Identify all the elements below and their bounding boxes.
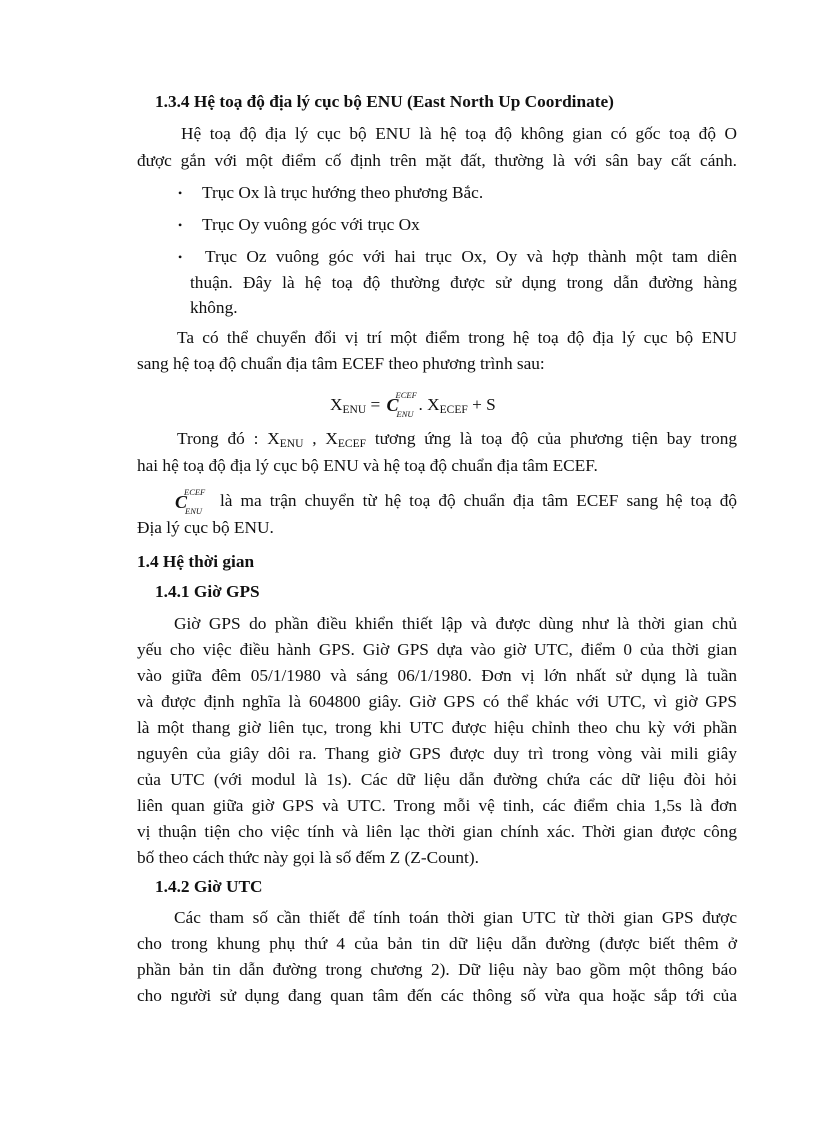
bullet-marker-3: •	[178, 250, 183, 264]
gps-paragraph-line-4: và được định nghĩa là 604800 giây. Giờ GPS có thể khác với UTC, vì giờ GPS	[137, 692, 737, 711]
where-line-1	[177, 428, 737, 452]
bullet-item-oy: Trục Oy vuông góc với trục Ox	[202, 215, 420, 234]
where-rest: tương ứng là toạ độ của phương tiện bay trong	[374, 429, 738, 448]
matrix-symbol	[173, 487, 207, 516]
eq-ecef-subscript: ECEF	[439, 404, 468, 416]
convert-line-2: sang hệ toạ độ chuẩn địa tâm ECEF theo phương trình sau:	[137, 354, 545, 373]
section-heading-1-4: 1.4 Hệ thời gian	[137, 552, 255, 571]
utc-paragraph-line-1: Các tham số cần thiết để tính toán thời gian UTC từ thời gian GPS được	[174, 908, 737, 927]
bullet-marker-2: •	[178, 218, 183, 232]
gps-paragraph-line-7: của UTC (với modul là 1s). Các dữ liệu dẫn đường chứa các dữ liệu đòi hỏi	[137, 770, 737, 789]
bullet-item-oz-line-3: không.	[190, 298, 238, 317]
bullet-item-ox: Trục Ox là trục hướng theo phương Bắc.	[202, 183, 484, 202]
matrix-desc-line-2: Địa lý cục bộ ENU.	[137, 518, 274, 537]
gps-paragraph-line-10: bố theo cách thức này gọi là số đếm Z (Z-Count).	[137, 848, 479, 867]
eq-enu-subscript: ENU	[342, 404, 367, 416]
gps-paragraph-line-8: liên quan giữa giờ GPS và UTC. Trong mỗi vệ tinh, các điểm chia 1,5s là đơn	[137, 796, 737, 815]
where-enu-subscript: ENU	[279, 438, 304, 450]
eq-matrix-c: C	[386, 395, 399, 415]
where-ecef-subscript: ECEF	[337, 438, 367, 450]
eq-matrix-superscript: ECEF	[395, 390, 417, 400]
gps-paragraph-line-6: nguyên của giây dôi ra. Thang giờ GPS được duy trì trong vòng vài mili giây	[137, 744, 737, 763]
bullet-marker-1: •	[178, 186, 183, 200]
enu-equation	[330, 392, 496, 418]
eq-plus-s: + S	[472, 395, 496, 414]
eq-rotation-matrix	[385, 390, 419, 419]
section-heading-1-4-2: 1.4.2 Giờ UTC	[155, 877, 263, 896]
section-heading-1-3-4: 1.3.4 Hệ toạ độ địa lý cục bộ ENU (East North Up Coordinate)	[155, 92, 614, 111]
desc-matrix-subscript: ENU	[185, 506, 202, 516]
gps-paragraph-line-2: yếu cho việc điều hành GPS. Giờ GPS dựa vào giờ UTC, điểm 0 của thời gian	[137, 640, 737, 659]
where-mid: , X	[312, 429, 338, 448]
bullet-item-oz-line-2: thuận. Đây là hệ toạ độ thường được sử dụng trong dẫn đường hàng	[190, 273, 737, 292]
where-line-2: hai hệ toạ độ địa lý cục bộ ENU và hệ toạ độ chuẩn địa tâm ECEF.	[137, 456, 598, 475]
where-prefix: Trong đó : X	[177, 429, 280, 448]
utc-paragraph-line-4: cho người sử dụng đang quan tâm đến các thông số vừa qua hoặc sắp tới của	[137, 986, 737, 1005]
utc-paragraph-line-3: phần bản tin dẫn đường trong chương 2). Dữ liệu này bao gồm một thông báo	[137, 960, 737, 979]
desc-rotation-matrix	[173, 487, 207, 516]
gps-paragraph-line-3: vào giữa đêm 05/1/1980 và sáng 06/1/1980. Đơn vị lớn nhất sử dụng là tuần	[137, 666, 737, 685]
section-heading-1-4-1: 1.4.1 Giờ GPS	[155, 582, 260, 601]
bullet-item-oz-line-1: Trục Oz vuông góc với hai trục Ox, Oy và hợp thành một tam diên	[205, 247, 737, 266]
desc-matrix-superscript: ECEF	[184, 487, 206, 497]
gps-paragraph-line-1: Giờ GPS do phần điều khiển thiết lập và được dùng như là thời gian chủ	[174, 614, 737, 633]
eq-x-enu: X	[330, 395, 343, 414]
enu-intro-line-2: được gắn với một điểm cố định trên mặt đất, thường là với sân bay cất cánh.	[137, 151, 737, 170]
gps-paragraph-line-5: là một thang giờ liên tục, trong khi UTC được hiệu chỉnh theo chu kỳ với phần	[137, 718, 737, 737]
eq-matrix-subscript: ENU	[396, 409, 414, 419]
eq-dot-x: . X	[418, 395, 440, 414]
convert-line-1: Ta có thể chuyển đổi vị trí một điểm trong hệ toạ độ địa lý cục bộ ENU	[177, 328, 737, 347]
gps-paragraph-line-9: vị thuận tiện cho việc tính và liên lạc thời gian chính xác. Thời gian được công	[137, 822, 737, 841]
desc-matrix-c: C	[175, 492, 188, 512]
enu-intro-line-1: Hệ toạ độ địa lý cục bộ ENU là hệ toạ độ không gian có gốc toạ độ O	[181, 124, 737, 143]
utc-paragraph-line-2: cho trong khung phụ thứ 4 của bản tin dữ liệu dẫn đường (được biết thêm ở	[137, 934, 737, 953]
eq-equals: =	[370, 395, 381, 414]
matrix-desc-line-1: là ma trận chuyển từ hệ toạ độ chuẩn địa tâm ECEF sang hệ toạ độ	[220, 491, 737, 510]
